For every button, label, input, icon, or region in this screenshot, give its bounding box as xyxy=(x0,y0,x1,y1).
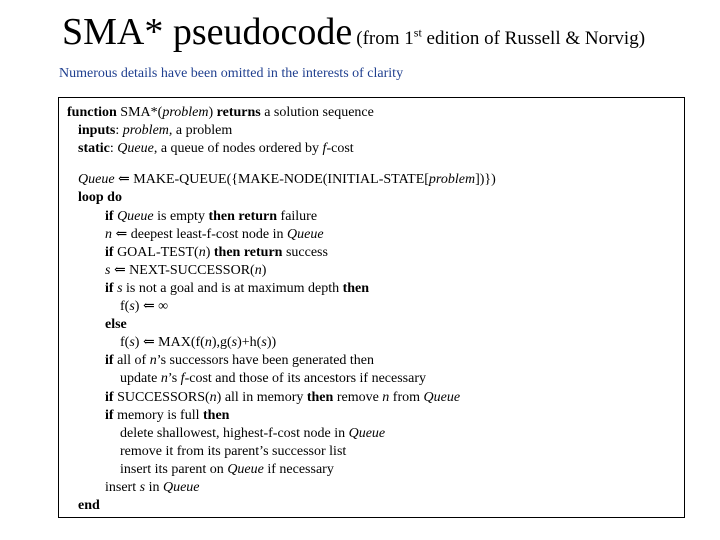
code-token: problem xyxy=(428,172,476,188)
code-token: ⇐ NEXT-SUCCESSOR( xyxy=(110,262,255,278)
code-token: s xyxy=(129,299,135,314)
code-line xyxy=(120,335,276,351)
code-line xyxy=(78,141,354,157)
code-token: is empty xyxy=(153,208,209,224)
code-token: a problem xyxy=(172,123,233,139)
code-token: then return xyxy=(213,244,283,260)
code-token: ) ⇐ ∞ xyxy=(134,299,169,314)
code-token: if necessary xyxy=(263,461,334,477)
code-token: delete shallowest, highest-f-cost node in xyxy=(120,425,349,441)
title-source: (from 1st edition of Russell & Norvig) xyxy=(356,25,646,49)
code-token: n xyxy=(149,353,157,369)
code-token: if xyxy=(105,353,114,369)
code-token: if xyxy=(105,389,114,405)
code-token: static xyxy=(78,141,110,157)
code-token: if xyxy=(105,208,114,224)
code-line xyxy=(78,123,232,139)
code-line xyxy=(120,462,334,478)
code-token: success xyxy=(282,244,328,260)
code-token: s xyxy=(117,280,123,296)
code-line xyxy=(105,317,127,333)
code-line xyxy=(105,281,369,297)
code-token: Queue xyxy=(162,480,200,495)
code-token: Queue xyxy=(117,141,154,157)
code-line xyxy=(67,105,374,121)
code-token: from xyxy=(389,389,424,405)
code-token: function xyxy=(67,105,117,120)
slide-title xyxy=(62,10,645,54)
code-token: is not a goal and is at maximum depth xyxy=(122,280,343,296)
code-token: Queue xyxy=(287,226,324,242)
code-token: f xyxy=(322,141,327,157)
code-token: s xyxy=(231,335,238,351)
code-token: f xyxy=(180,371,185,387)
code-token: n xyxy=(382,389,390,405)
code-line xyxy=(105,245,328,261)
code-token: then return xyxy=(208,208,278,224)
code-token: if xyxy=(105,280,114,296)
code-token: ) ⇐ MAX(f( xyxy=(134,335,205,351)
code-token: ])}) xyxy=(475,172,496,188)
code-token: insert xyxy=(105,480,140,495)
code-line xyxy=(120,426,385,442)
code-token: ⇐ deepest least-f-cost node in xyxy=(112,226,288,242)
code-token: failure xyxy=(277,208,318,224)
code-token: ) xyxy=(208,105,217,120)
code-token: else xyxy=(105,317,127,333)
code-token: -cost and those of its ancestors if necessary xyxy=(184,371,426,387)
code-token: ’s successors have been generated then xyxy=(156,353,375,369)
code-token: n xyxy=(254,262,262,278)
code-token: ),g( xyxy=(211,335,232,351)
code-token: ) xyxy=(261,262,267,278)
code-line xyxy=(105,263,266,279)
code-token: ) xyxy=(205,244,214,260)
code-token: : xyxy=(115,123,123,139)
code-line xyxy=(105,227,324,243)
code-line xyxy=(105,209,317,225)
code-token: loop do xyxy=(78,190,122,206)
code-line xyxy=(105,408,229,424)
code-line xyxy=(105,353,374,369)
code-line xyxy=(78,498,100,514)
code-token: Queue xyxy=(78,172,115,188)
code-token: n xyxy=(209,389,217,405)
code-token: f( xyxy=(120,299,130,314)
code-token: Queue xyxy=(423,389,461,405)
code-token: s xyxy=(105,262,111,278)
code-token: n xyxy=(204,335,212,351)
code-line xyxy=(105,390,460,406)
code-token: GOAL-TEST( xyxy=(113,244,199,260)
code-line xyxy=(105,480,200,496)
code-token: )) xyxy=(266,335,277,351)
code-token: in xyxy=(145,480,163,495)
code-token: ) all in memory xyxy=(216,389,307,405)
code-token: a solution sequence xyxy=(260,105,374,120)
code-token: if xyxy=(105,244,114,260)
title-main: SMA* pseudocode xyxy=(62,11,353,53)
code-token: memory is full xyxy=(113,407,203,423)
code-token: then xyxy=(342,280,370,296)
code-token: then xyxy=(306,389,334,405)
code-token: s xyxy=(139,480,146,495)
code-token: problem xyxy=(162,105,209,120)
code-token: Queue xyxy=(117,208,154,224)
code-line xyxy=(120,299,168,315)
code-token: n xyxy=(160,371,168,387)
code-token: SUCCESSORS( xyxy=(113,389,210,405)
code-token: remove xyxy=(333,389,383,405)
code-token: SMA*( xyxy=(116,105,163,120)
code-token: s xyxy=(261,335,267,351)
code-token: then xyxy=(203,407,230,423)
code-token: )+h( xyxy=(237,335,262,351)
code-token: insert its parent on xyxy=(120,461,228,477)
code-token: n xyxy=(198,244,206,260)
code-token: ’s xyxy=(167,371,181,387)
code-token: all of xyxy=(113,353,150,369)
code-token: , a queue of nodes ordered by xyxy=(153,141,323,157)
code-token: Queue xyxy=(348,425,386,441)
code-token: s xyxy=(129,335,135,351)
code-token: end xyxy=(78,498,100,514)
code-line xyxy=(120,444,346,460)
code-line xyxy=(78,172,496,188)
slide-subtitle: Numerous details have been omitted in the interests of clarity xyxy=(59,66,404,81)
code-token: ⇐ MAKE-QUEUE({MAKE-NODE(INITIAL-STATE[ xyxy=(114,172,429,188)
code-token: Queue xyxy=(227,461,264,477)
code-line xyxy=(120,371,426,387)
code-token: inputs xyxy=(78,123,116,139)
code-token: returns xyxy=(216,105,261,120)
code-token: problem, xyxy=(122,123,173,139)
code-token: : xyxy=(109,141,118,157)
code-token: n xyxy=(105,226,112,242)
code-token: remove it from its parent’s successor list xyxy=(120,443,347,459)
code-line xyxy=(78,190,122,206)
code-token: f( xyxy=(120,335,130,351)
code-token: -cost xyxy=(326,141,354,157)
code-token: update xyxy=(120,371,161,387)
code-token: if xyxy=(105,407,114,423)
